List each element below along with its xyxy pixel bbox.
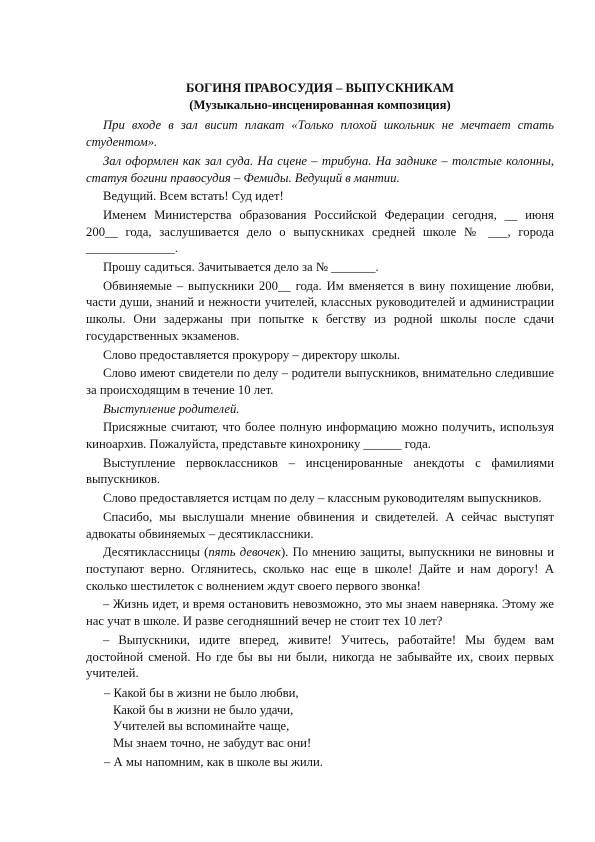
paragraph-ministry: Именем Министерства образования Российской Федерации сегодня, __ июня 200__ года, заслушивается дело о выпускниках средней школе № ___, города ______________.: [86, 207, 554, 256]
stage-note-five-girls: пять девочек: [208, 545, 281, 560]
paragraph-tenth-graders-rest: ). По мнению защиты, выпускники не виновны и поступают верно. Оглянитесь, сколько нас еще в школе! Дайте и нам дорогу! А сколько шестилеток с волнением ждут своего первого звонка!: [86, 545, 555, 593]
poem-stanza: [86, 685, 554, 752]
page-subtitle: (Музыкально-инсценированная композиция): [189, 97, 451, 112]
poem-line: Мы знаем точно, не забудут вас они!: [113, 736, 312, 751]
paragraph-tenth-graders: [86, 544, 554, 594]
paragraph-jury: Присяжные считают, что более полную информацию можно получить, используя киноархив. Пожалуйста, представьте кинохронику ______ года.: [86, 420, 554, 452]
paragraph-tenth-graders-lead: Десятиклассницы (: [103, 545, 209, 560]
stage-direction-parents: Выступление родителей.: [103, 401, 240, 416]
paragraph-first-graders: Выступление первоклассников – инсценированные анекдоты с фамилиями выпускников.: [86, 455, 554, 487]
paragraph-host-opening: Ведущий. Всем встать! Суд идет!: [103, 189, 284, 204]
paragraph-life-goes-on: – Жизнь идет, и время остановить невозможно, это мы знаем наверняка. Этому же нас учат в школе. И разве сегодняшний вечер не стоит тех 10 лет?: [86, 597, 554, 629]
document-body: [86, 80, 554, 772]
poem-line: Учителей вы вспоминайте чаще,: [113, 719, 290, 734]
paragraph-defenders: Спасибо, мы выслушали мнение обвинения и свидетелей. А сейчас выступят адвокаты обвиняемых – десятиклассники.: [86, 509, 554, 541]
paragraph-reminder: – А мы напомним, как в школе вы жили.: [104, 754, 323, 769]
paragraph-accused: Обвиняемые – выпускники 200__ года. Им вменяется в вину похищение любви, части души, знаний и нежности учителей, классных руководителей и администрации школы. Они задержаны при попытке к бегству из родной школы после сдачи государственных экзаменов.: [86, 278, 554, 343]
paragraph-please-sit: Прошу садиться. Зачитывается дело за № _______.: [103, 260, 379, 275]
paragraph-go-forward: – Выпускники, идите вперед, живите! Учитесь, работайте! Мы будем вам достойной сменой. Но где бы вы ни были, никогда не забывайте их, своих первых учителей.: [86, 632, 554, 681]
poem-line: Какой бы в жизни не было удачи,: [113, 702, 294, 717]
stage-direction-hall: Зал оформлен как зал суда. На сцене – трибуна. На заднике – толстые колонны, статуя богини правосудия – Фемиды. Ведущий в мантии.: [86, 153, 554, 185]
poem-line: – Какой бы в жизни не было любви,: [104, 685, 299, 700]
paragraph-witnesses: Слово имеют свидетели по делу – родители выпускников, внимательно следившие за происходящим в течение 10 лет.: [86, 366, 554, 397]
page-title: БОГИНЯ ПРАВОСУДИЯ – ВЫПУСКНИКАМ: [186, 81, 454, 95]
paragraph-plaintiffs: Слово предоставляется истцам по делу – классным руководителям выпускников.: [103, 491, 542, 506]
paragraph-prosecutor: Слово предоставляется прокурору – директору школы.: [103, 347, 401, 362]
stage-direction-poster: При входе в зал висит плакат «Только плохой школьник не мечтает стать студентом».: [86, 118, 554, 150]
